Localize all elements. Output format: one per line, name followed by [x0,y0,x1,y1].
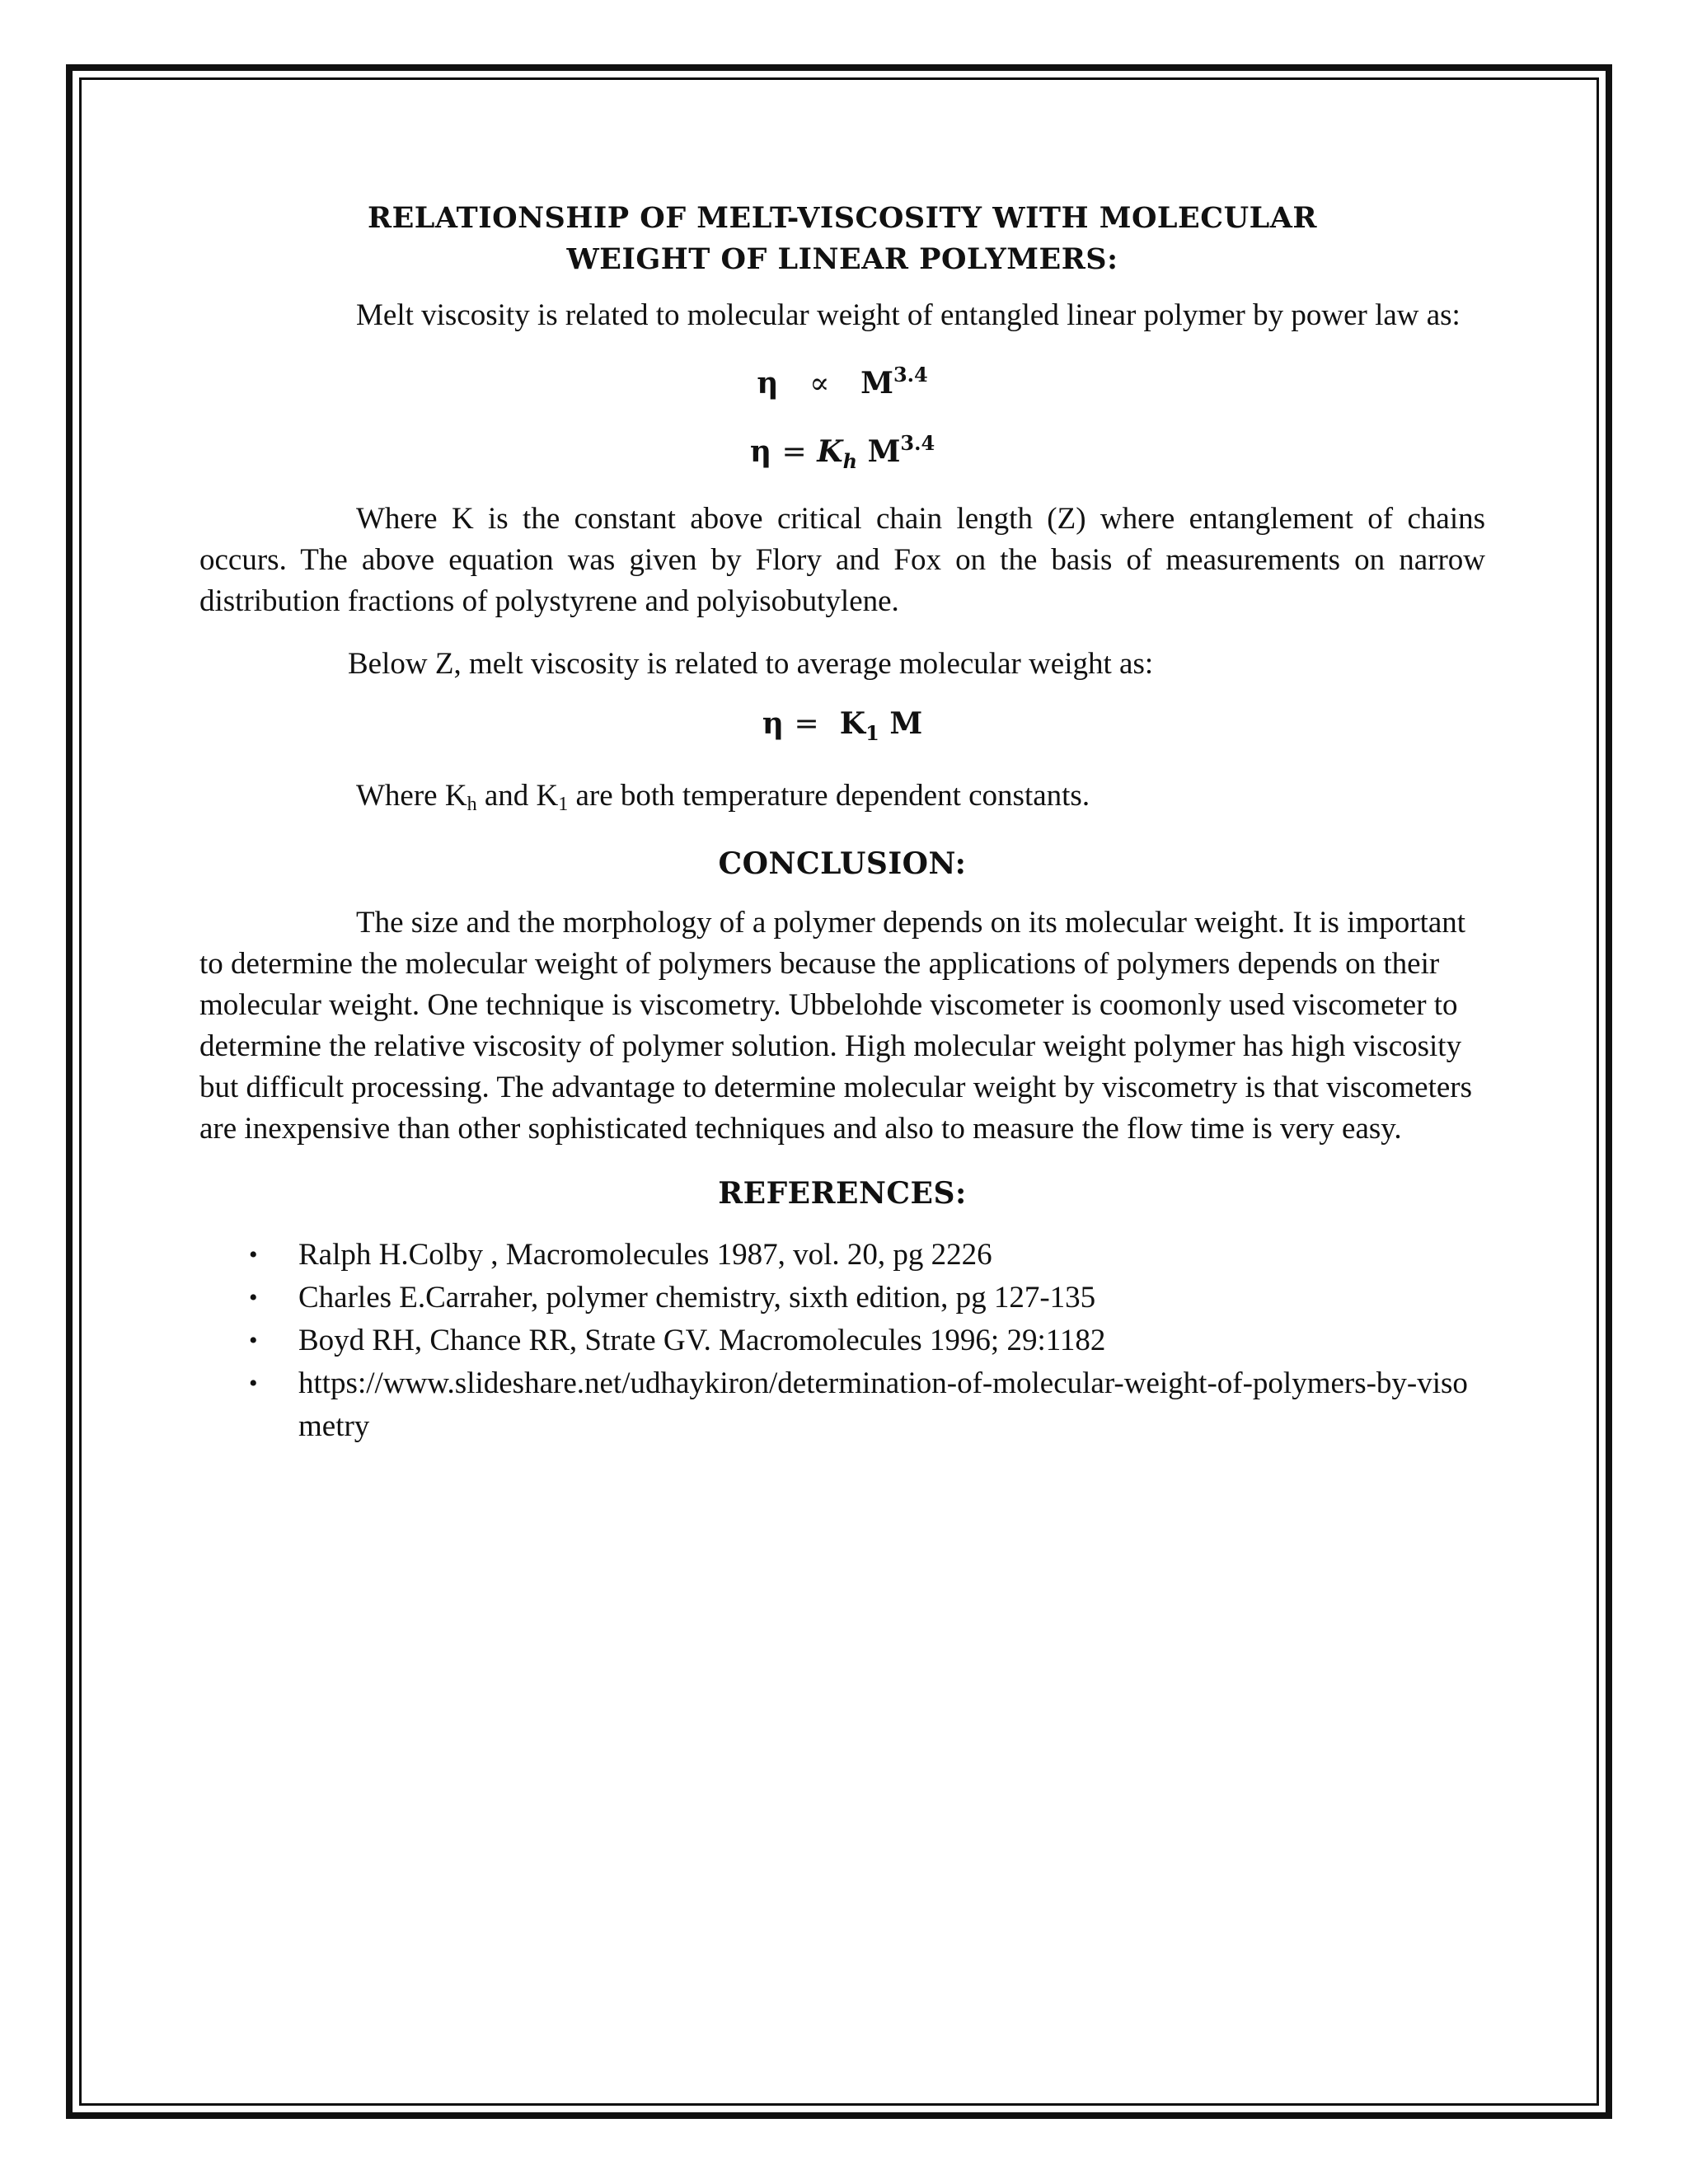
reference-item [249,1234,1485,1277]
constants-post: are both temperature dependent constants. [568,779,1090,813]
reference-text: Charles E.Carraher, polymer chemistry, sixth edition, pg 127-135 [298,1281,1096,1315]
eq3-operator: = [794,707,819,741]
constants-sub-h: h [467,794,477,815]
constants-mid: and K [476,779,559,813]
conclusion-paragraph: The size and the morphology of a polymer depends on its molecular weight. It is important to determine the molecular weight of polymers because the applications of polymers depends on their molecular weight. One technique is viscometry. Ubbelohde viscometer is coomonly used viscometer to determine the relative viscosity of polymer solution. High molecular weight polymer has high viscosity but difficult processing. The advantage to determine molecular weight by viscometry is that viscometers are inexpensive than other sophisticated techniques and also to measure the flow time is very easy. [199,906,1472,1146]
eq2-exponent: 3.4 [900,431,935,455]
reference-item [249,1362,1485,1448]
constants-sub-1: 1 [558,794,569,815]
eq3-lhs: η [762,706,784,741]
references-list [199,1234,1485,1448]
eq1-operator: ∝ [809,367,830,401]
reference-item [249,1277,1485,1319]
eq2-constant: K [817,434,843,469]
bullet-icon: • [249,1327,258,1354]
equation-k1 [199,703,1485,754]
intro-paragraph: Melt viscosity is related to molecular weight of entangled linear polymer by power law as: [356,298,1461,332]
equation-proportional [199,354,1485,405]
bullet-icon: • [249,1284,258,1311]
eq1-exponent: 3.4 [893,363,928,387]
eq1-lhs: η [757,366,779,401]
title-line-2: WEIGHT OF LINEAR POLYMERS: [566,242,1118,276]
references-heading: REFERENCES: [718,1176,967,1211]
eq1-base: M [860,366,893,401]
eq3-constant: K [839,706,866,741]
conclusion-heading: CONCLUSION: [718,846,967,881]
eq2-lhs: η [749,434,771,469]
eq2-operator: = [781,435,807,469]
eq3-base: M [889,706,923,741]
below-z-paragraph: Below Z, melt viscosity is related to average molecular weight as: [348,647,1154,681]
reference-item [249,1319,1485,1362]
title-line-1: RELATIONSHIP OF MELT-VISCOSITY WITH MOLECULAR [368,201,1317,235]
eq3-constant-sub: 1 [865,721,879,745]
bullet-icon: • [249,1370,258,1397]
equation-kh [199,423,1485,482]
bullet-icon: • [249,1241,258,1268]
where-paragraph: Where K is the constant above critical chain length (Z) where entanglement of chains occurs. The above equation was given by Flory and Fox on the basis of measurements on narrow distribution fractions of polystyrene and polyisobutylene. [199,502,1485,618]
eq2-base: M [867,434,901,469]
reference-link[interactable]: https://www.slideshare.net/udhaykiron/determination-of-molecular-weight-of-polymers-by-visometry [298,1366,1468,1443]
constants-pre: Where K [356,779,467,813]
reference-text: Boyd RH, Chance RR, Strate GV. Macromolecules 1996; 29:1182 [298,1324,1106,1357]
page-title [199,198,1485,280]
document-body [199,198,1485,1448]
reference-text: Ralph H.Colby , Macromolecules 1987, vol. 20, pg 2226 [298,1238,992,1272]
constants-paragraph [199,776,1485,825]
eq2-constant-sub: h [842,449,858,473]
